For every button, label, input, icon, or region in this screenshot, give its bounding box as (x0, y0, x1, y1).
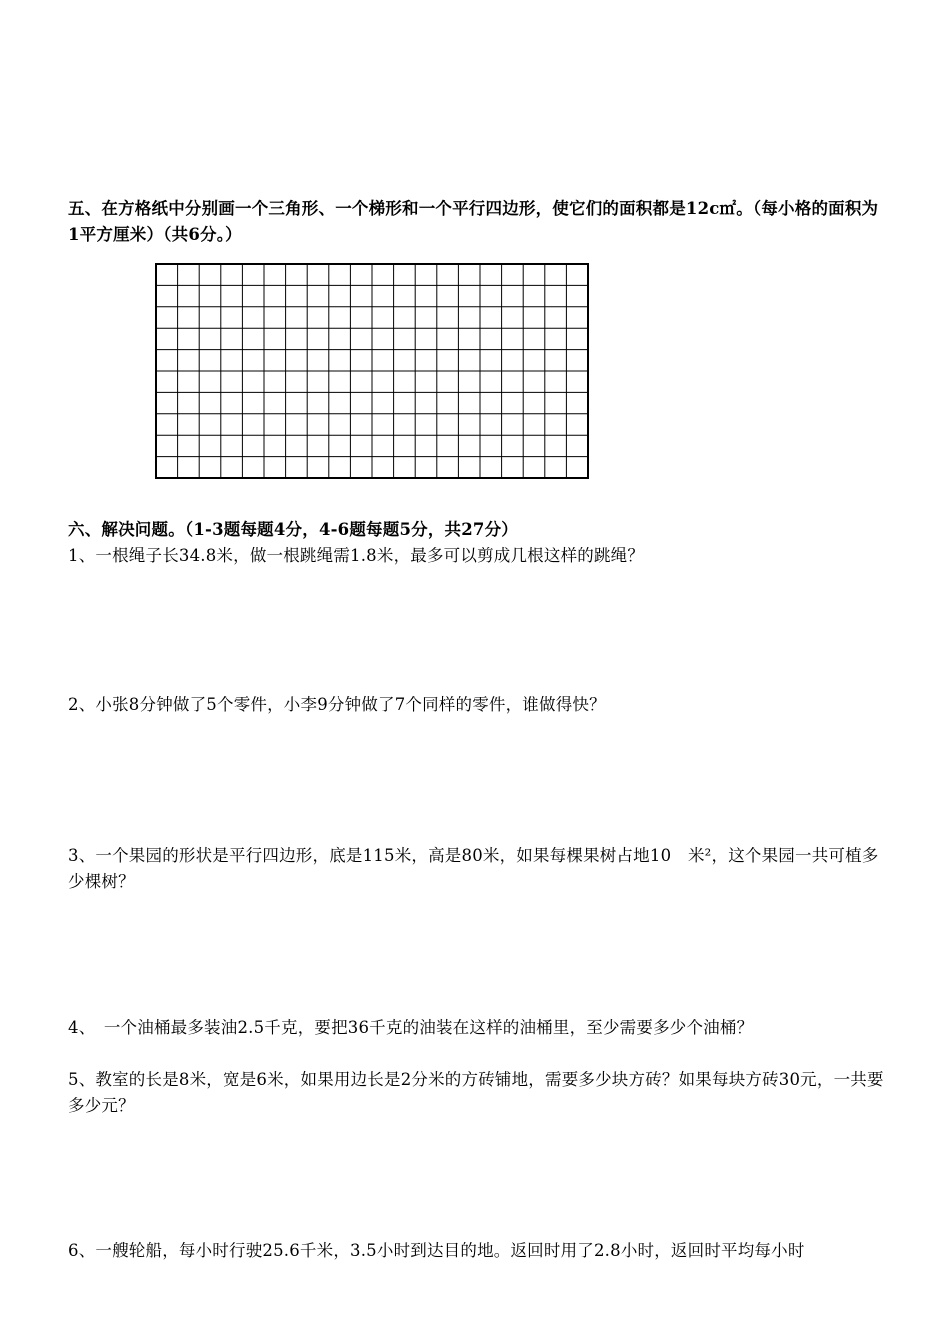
question-4: 4、 一个油桶最多装油2.5千克，要把36千克的油装在这样的油桶里，至少需要多少个油桶？ (68, 1018, 754, 1037)
section6-heading: 六、解决问题。（1-3题每题4分，4-6题每题5分，共27分） (68, 520, 518, 539)
question-6: 6、一艘轮船，每小时行驶25.6千米，3.5小时到达目的地。返回时用了2.8小时，返回时平均每小时 (68, 1241, 805, 1260)
question-1: 1、一根绳子长34.8米，做一根跳绳需1.8米，最多可以剪成几根这样的跳绳？ (68, 546, 645, 565)
section5-heading: 五、在方格纸中分别画一个三角形、一个梯形和一个平行四边形，使它们的面积都是12c㎡。（每小格的面积为1平方厘米）（共6分。） (68, 199, 879, 244)
question-5: 5、教室的长是8米，宽是6米，如果用边长是2分米的方砖铺地，需要多少块方砖？如果每块方砖30元，一共要多少元？ (68, 1070, 884, 1115)
question-3: 3、一个果园的形状是平行四边形，底是115米，高是80米，如果每棵果树占地10 米²，这个果园一共可植多少棵树？ (68, 846, 879, 891)
question-2: 2、小张8分钟做了5个零件，小李9分钟做了7个同样的零件，谁做得快？ (68, 695, 606, 714)
square-grid-paper[interactable] (155, 263, 589, 479)
